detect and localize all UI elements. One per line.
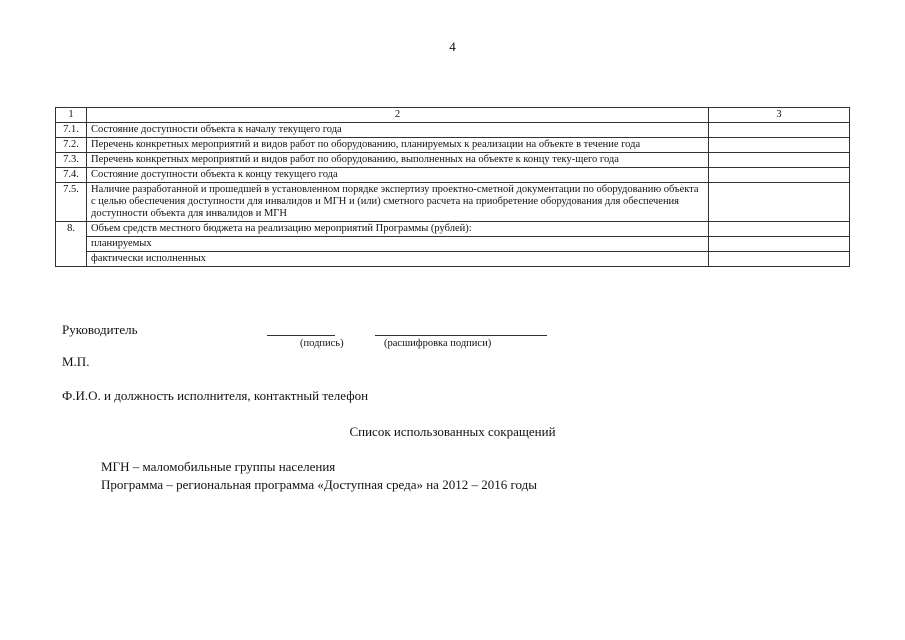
row-text: Наличие разработанной и прошедшей в установленном порядке экспертизу проектно-сметной документации по оборудованию объекта с целью обеспечения доступности для инвалидов и МГН и (или) сметного расчета на приобретение оборудования для обеспечения доступности объекта для инвалидов и МГН xyxy=(87,183,709,222)
list-item: МГН – маломобильные группы населения xyxy=(101,459,336,474)
row-number: 8. xyxy=(56,222,87,267)
row-text: Состояние доступности объекта к началу текущего года xyxy=(87,123,709,138)
table-row xyxy=(56,183,850,222)
stamp-label: М.П. xyxy=(62,354,90,369)
table-subrow xyxy=(56,237,850,252)
signature-decoding-line xyxy=(375,335,547,336)
row-text: Объем средств местного бюджета на реализацию мероприятий Программы (рублей): xyxy=(87,222,709,237)
page-number: 4 xyxy=(449,39,456,54)
abbreviations-title: Список использованных сокращений xyxy=(349,424,556,439)
header-col-2: 2 xyxy=(87,108,709,123)
signature-caption: (подпись) xyxy=(300,338,344,349)
table-row xyxy=(56,123,850,138)
report-table xyxy=(55,107,850,267)
row-value-cell xyxy=(709,168,850,183)
row-text: Состояние доступности объекта к концу текущего года xyxy=(87,168,709,183)
list-item: Программа – региональная программа «Доступная среда» на 2012 – 2016 годы xyxy=(101,477,537,492)
head-label: Руководитель xyxy=(62,322,138,337)
header-col-1: 1 xyxy=(56,108,87,123)
row-value-cell xyxy=(709,138,850,153)
row-number: 7.2. xyxy=(56,138,87,153)
decoding-caption: (расшифровка подписи) xyxy=(384,338,492,349)
executor-label: Ф.И.О. и должность исполнителя, контактный телефон xyxy=(62,388,369,403)
header-col-3: 3 xyxy=(709,108,850,123)
row-text: Перечень конкретных мероприятий и видов работ по оборудованию, выполненных на объекте к концу теку-щего года xyxy=(87,153,709,168)
row-value-cell xyxy=(709,222,850,237)
row-value-cell xyxy=(709,237,850,252)
row-number: 7.5. xyxy=(56,183,87,222)
table-row xyxy=(56,222,850,237)
row-value-cell xyxy=(709,123,850,138)
row-number: 7.1. xyxy=(56,123,87,138)
table-row xyxy=(56,168,850,183)
row-number: 7.4. xyxy=(56,168,87,183)
row-text: Перечень конкретных мероприятий и видов работ по оборудованию, планируемых к реализации на объекте в течение года xyxy=(87,138,709,153)
subrow-text: фактически исполненных xyxy=(87,252,709,267)
table-header-row xyxy=(56,108,850,123)
signature-block xyxy=(62,322,662,354)
table-row xyxy=(56,153,850,168)
row-value-cell xyxy=(709,153,850,168)
signature-line xyxy=(267,335,335,336)
row-value-cell xyxy=(709,252,850,267)
row-value-cell xyxy=(709,183,850,222)
subrow-text: планируемых xyxy=(87,237,709,252)
table-row xyxy=(56,138,850,153)
table-subrow xyxy=(56,252,850,267)
row-number: 7.3. xyxy=(56,153,87,168)
abbreviations-list xyxy=(101,458,537,494)
